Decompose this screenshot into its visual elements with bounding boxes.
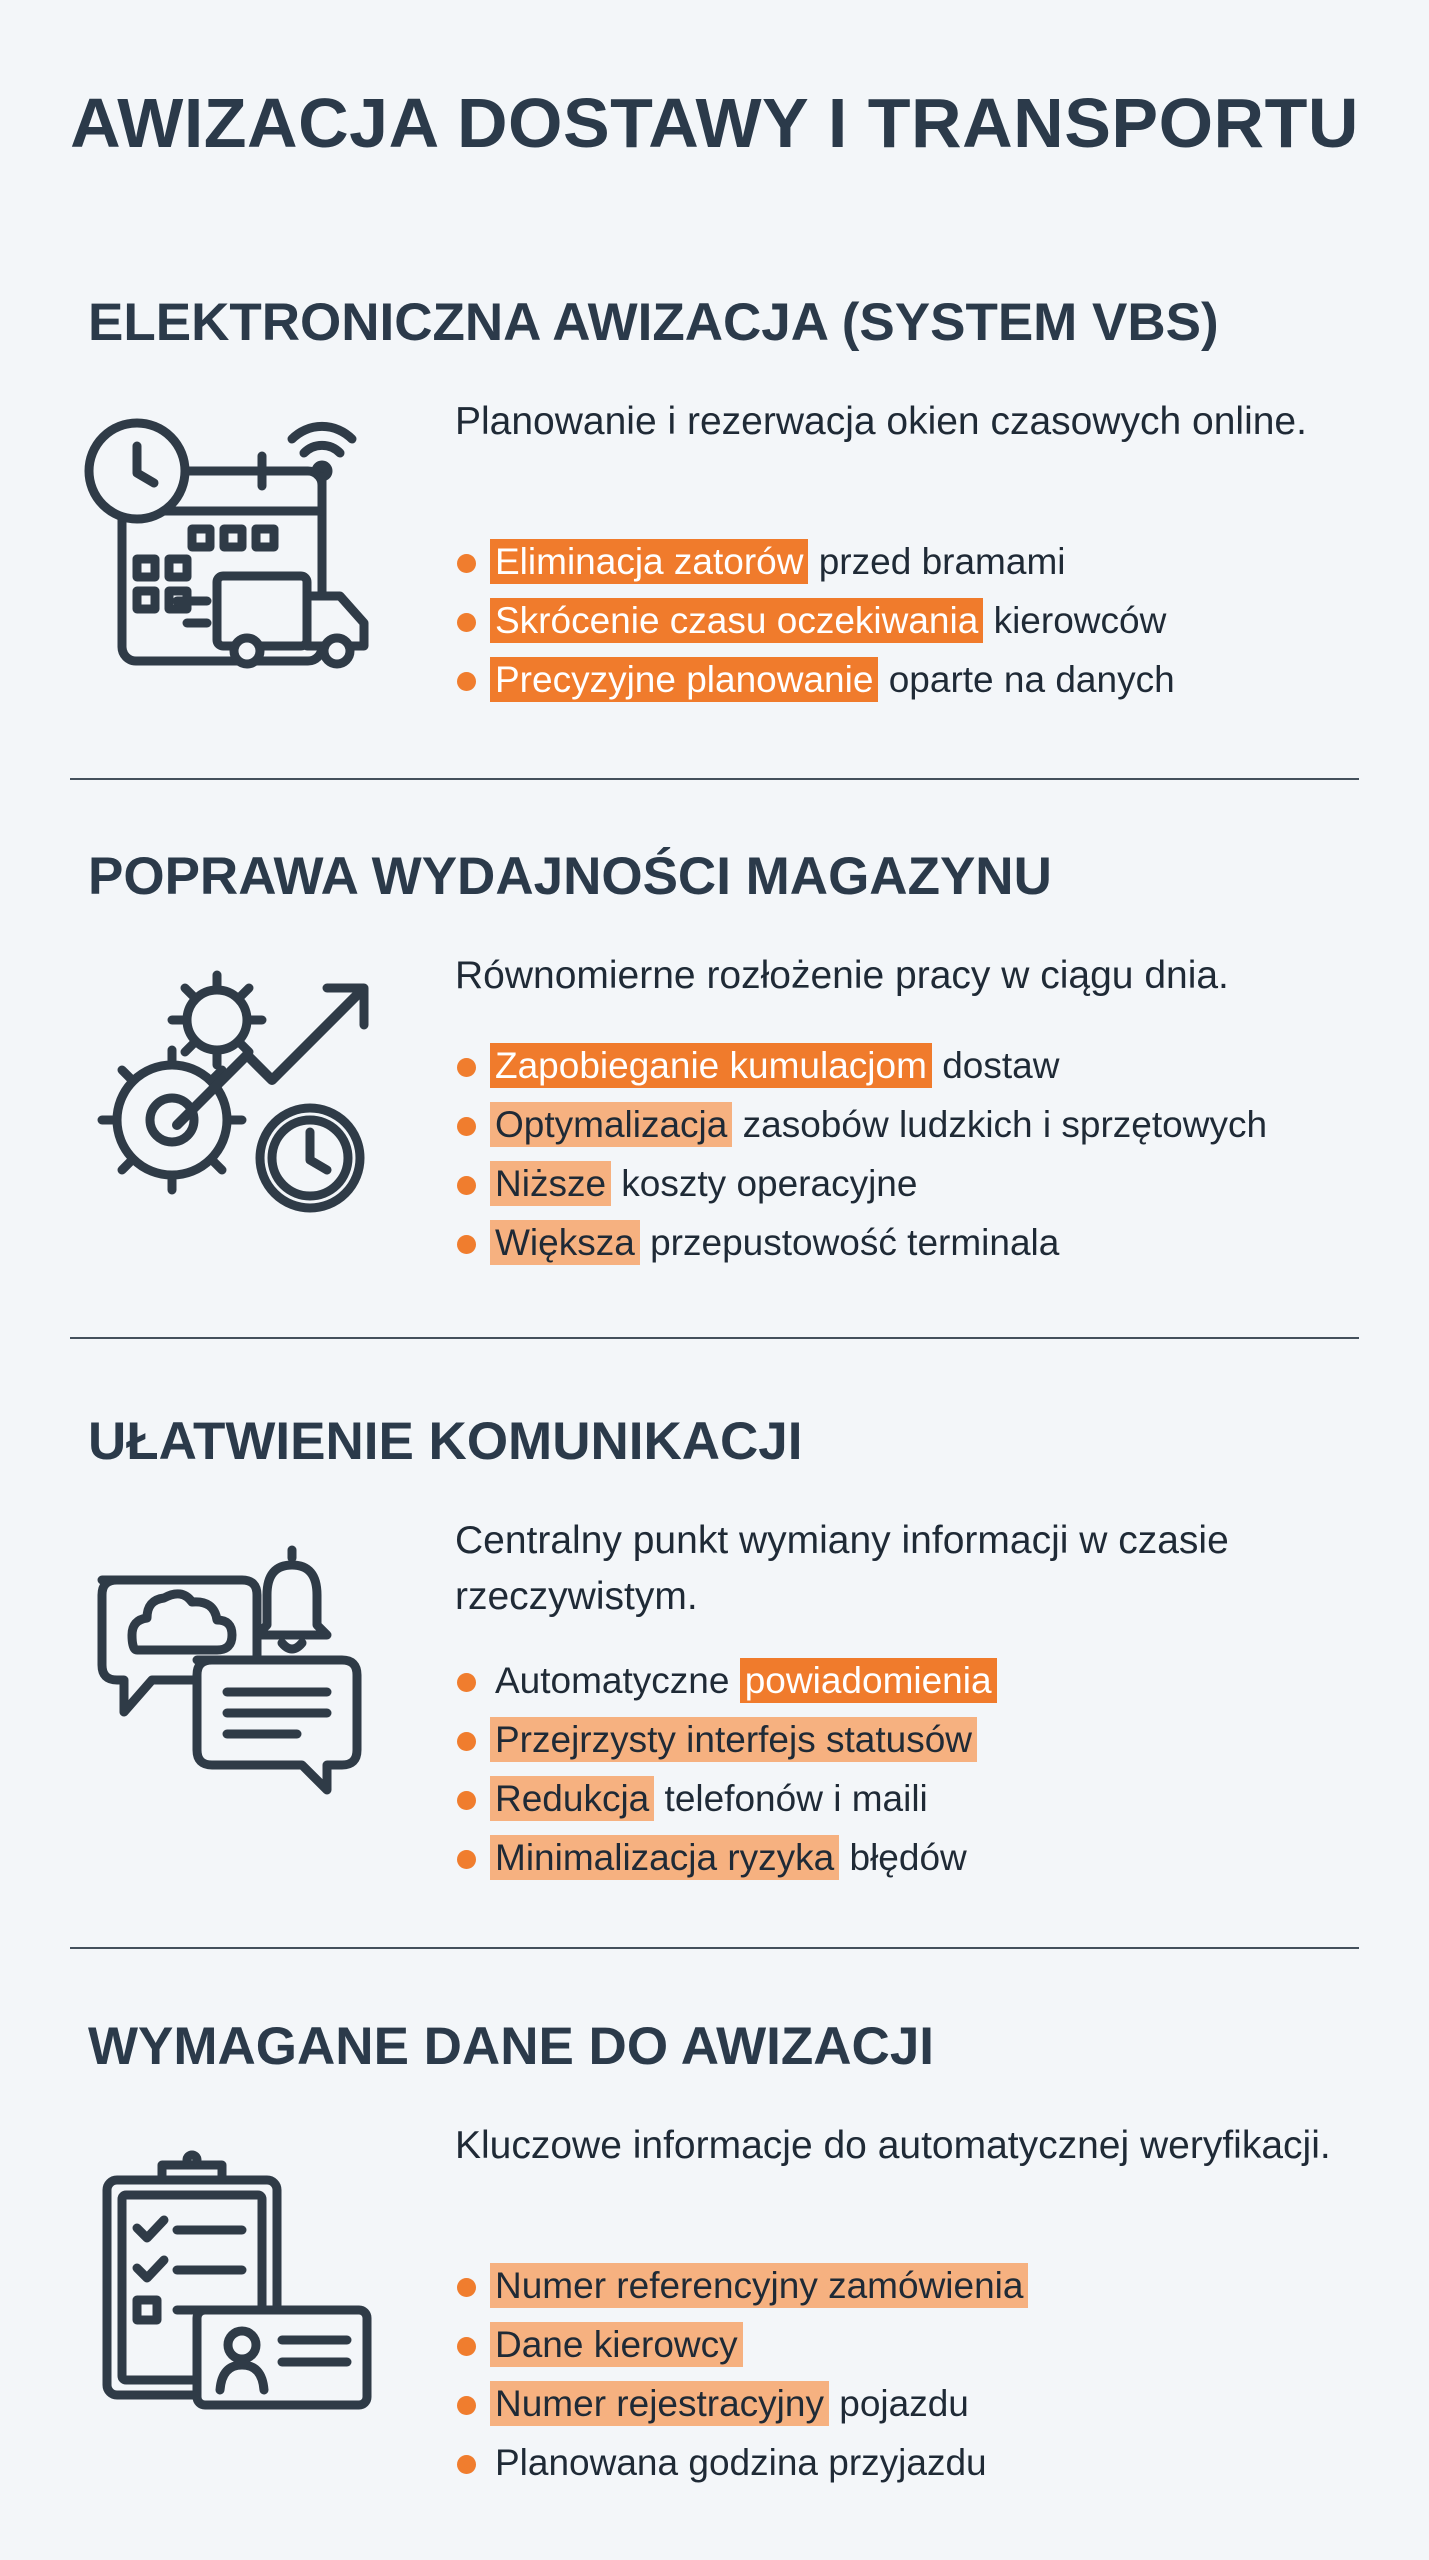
bullet-text: zasobów ludzkich i sprzętowych bbox=[732, 1104, 1268, 1145]
list-item bbox=[455, 1217, 1267, 1276]
bullet-dot-icon bbox=[457, 1791, 476, 1810]
highlight: Niższe bbox=[490, 1161, 611, 1206]
bullet-dot-icon bbox=[457, 2337, 476, 2356]
bullet-text: błędów bbox=[839, 1837, 967, 1878]
bullet-dot-icon bbox=[457, 1176, 476, 1195]
list-item bbox=[455, 1099, 1267, 1158]
list-item bbox=[455, 595, 1175, 654]
bullet-text: kierowców bbox=[983, 600, 1167, 641]
section-divider bbox=[70, 778, 1359, 780]
chat-cloud-bell-icon bbox=[82, 1540, 382, 1800]
section-title: ELEKTRONICZNA AWIZACJA (SYSTEM VBS) bbox=[88, 293, 1219, 352]
bullet-text: koszty operacyjne bbox=[611, 1163, 918, 1204]
list-item bbox=[455, 1714, 997, 1773]
gears-growth-arrow-clock-icon bbox=[82, 960, 382, 1220]
calendar-clock-truck-icon bbox=[82, 411, 382, 671]
bullet-text: przepustowość terminala bbox=[639, 1222, 1060, 1263]
bullet-dot-icon bbox=[457, 1235, 476, 1254]
highlight: Większa bbox=[490, 1220, 640, 1265]
bullet-text: pojazdu bbox=[828, 2383, 969, 2424]
section-lead: Planowanie i rezerwacja okien czasowych online. bbox=[455, 400, 1307, 443]
bullet-dot-icon bbox=[457, 1117, 476, 1136]
highlight: Dane kierowcy bbox=[490, 2322, 743, 2367]
highlight: Przejrzysty interfejs statusów bbox=[490, 1717, 977, 1762]
bullet-dot-icon bbox=[457, 672, 476, 691]
list-item bbox=[455, 2260, 1028, 2319]
highlight: Optymalizacja bbox=[490, 1102, 732, 1147]
section-lead: Równomierne rozłożenie pracy w ciągu dnia. bbox=[455, 954, 1229, 997]
list-item bbox=[455, 1773, 997, 1832]
bullet-dot-icon bbox=[457, 1850, 476, 1869]
list-item bbox=[455, 654, 1175, 713]
bullet-list bbox=[455, 536, 1175, 713]
highlight: Numer referencyjny zamówienia bbox=[490, 2263, 1028, 2308]
section-title: UŁATWIENIE KOMUNIKACJI bbox=[88, 1412, 803, 1471]
list-item bbox=[455, 1655, 997, 1714]
list-item bbox=[455, 2378, 1028, 2437]
section-divider bbox=[70, 1337, 1359, 1339]
bullet-dot-icon bbox=[457, 2396, 476, 2415]
bullet-dot-icon bbox=[457, 2455, 476, 2474]
list-item bbox=[455, 2319, 1028, 2378]
highlight: Zapobieganie kumulacjom bbox=[490, 1043, 932, 1088]
bullet-text: oparte na danych bbox=[878, 659, 1175, 700]
section-title: POPRAWA WYDAJNOŚCI MAGAZYNU bbox=[88, 847, 1052, 906]
list-item bbox=[455, 2437, 1028, 2496]
bullet-list bbox=[455, 1655, 997, 1891]
highlight: Eliminacja zatorów bbox=[490, 539, 808, 584]
list-item bbox=[455, 536, 1175, 595]
bullet-dot-icon bbox=[457, 613, 476, 632]
section-lead: Kluczowe informacje do automatycznej weryfikacji. bbox=[455, 2124, 1331, 2167]
bullet-dot-icon bbox=[457, 1673, 476, 1692]
highlight: powiadomienia bbox=[740, 1658, 997, 1703]
highlight: Precyzyjne planowanie bbox=[490, 657, 878, 702]
bullet-text: Planowana godzina przyjazdu bbox=[495, 2442, 987, 2483]
highlight: Numer rejestracyjny bbox=[490, 2381, 829, 2426]
bullet-text: przed bramami bbox=[808, 541, 1066, 582]
bullet-dot-icon bbox=[457, 1058, 476, 1077]
highlight: Redukcja bbox=[490, 1776, 654, 1821]
bullet-dot-icon bbox=[457, 2278, 476, 2297]
page-title: AWIZACJA DOSTAWY I TRANSPORTU bbox=[70, 84, 1359, 162]
highlight: Minimalizacja ryzyka bbox=[490, 1835, 839, 1880]
bullet-dot-icon bbox=[457, 1732, 476, 1751]
bullet-text: dostaw bbox=[931, 1045, 1060, 1086]
list-item bbox=[455, 1832, 997, 1891]
bullet-dot-icon bbox=[457, 554, 476, 573]
section-divider bbox=[70, 1947, 1359, 1949]
bullet-list bbox=[455, 2260, 1028, 2496]
section-lead: Centralny punkt wymiany informacji w czasie rzeczywistym. bbox=[455, 1519, 1229, 1618]
list-item bbox=[455, 1158, 1267, 1217]
bullet-list bbox=[455, 1040, 1267, 1276]
list-item bbox=[455, 1040, 1267, 1099]
section-title: WYMAGANE DANE DO AWIZACJI bbox=[88, 2017, 935, 2076]
highlight: Skrócenie czasu oczekiwania bbox=[490, 598, 983, 643]
bullet-text: Automatyczne bbox=[495, 1660, 740, 1701]
bullet-text: telefonów i maili bbox=[654, 1778, 928, 1819]
clipboard-id-card-icon bbox=[82, 2150, 382, 2410]
